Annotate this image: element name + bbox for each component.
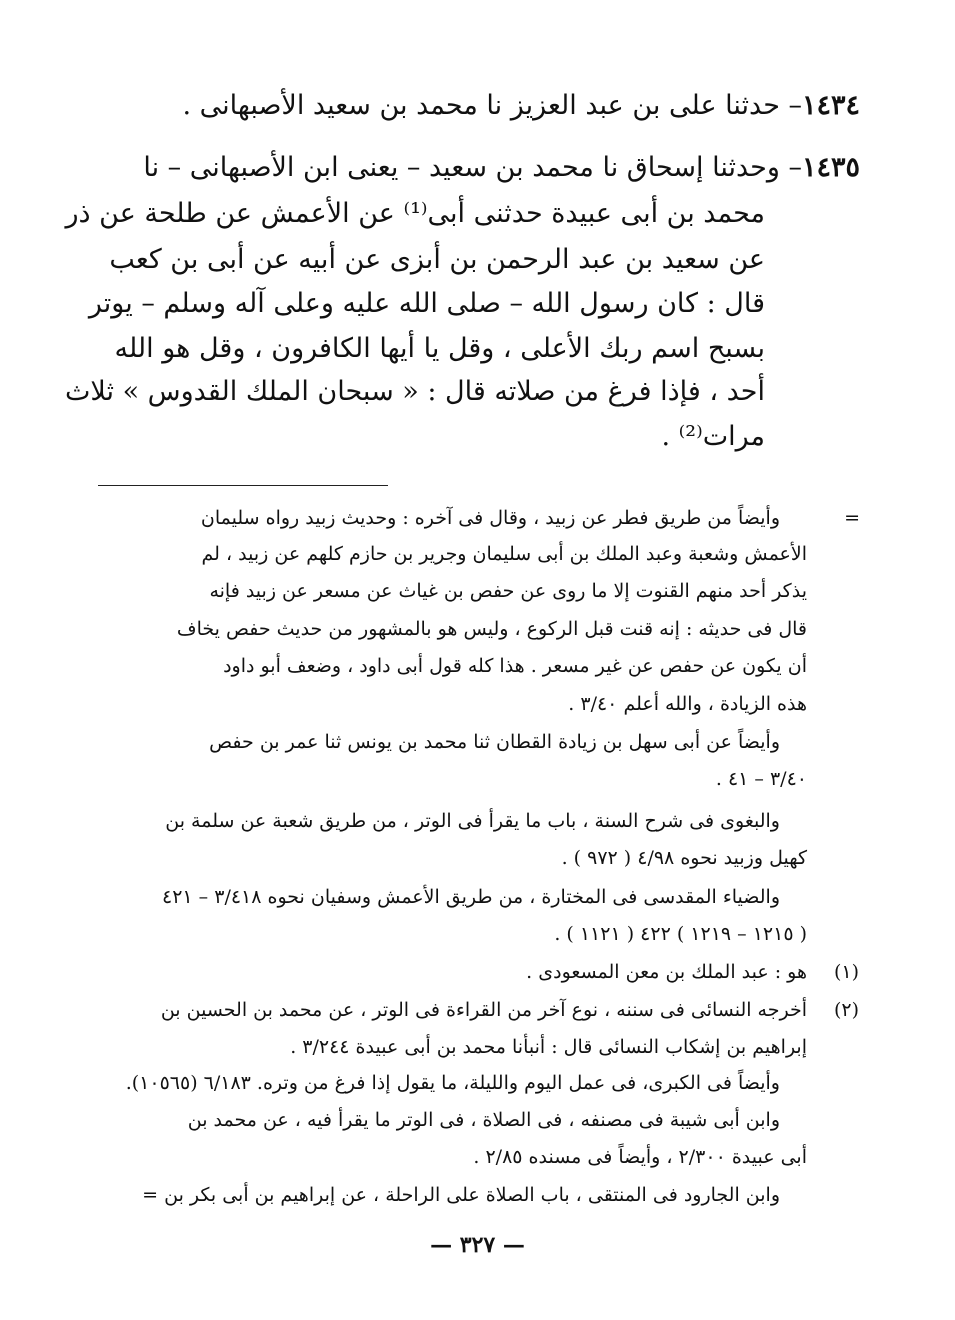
footnote-cont-line-10: والضياء المقدسى فى المختارة ، من طريق الأعمش وسفيان نحوه ٣/٤١٨ – ٤٢١ xyxy=(162,886,780,908)
footnote-2-line-4: أبى عبيدة ٢/٣٠٠ ، وأيضاً فى مسنده ٢/٨٥ . xyxy=(473,1146,807,1168)
hadith-1435-number: ١٤٣٥ xyxy=(801,152,860,183)
footnote-cont-line-5: هذه الزيادة ، والله أعلم ٣/٤٠ . xyxy=(568,693,807,715)
footnote-1-text: هو : عبد الملك بن معن المسعودى . xyxy=(526,961,807,983)
footnote-separator xyxy=(98,485,388,486)
hadith-1435-line-1: محمد بن أبى عبيدة حدثنى أبى⁽¹⁾ عن الأعمش عن طلحة عن ذر xyxy=(65,198,765,229)
footnote-cont-line-7: ٣/٤٠ – ٤١ . xyxy=(715,768,807,790)
footnote-2-line-5: وابن الجارود فى المنتقى ، باب الصلاة على الراحلة ، عن إبراهيم بن أبى بكر بن = xyxy=(142,1184,780,1206)
footnote-2-line-1: إبراهيم بن إشكاب النسائى قال : أنبأنا محمد بن أبى عبيدة ٣/٢٤٤ . xyxy=(290,1036,807,1058)
footnote-2-marker: (٢) xyxy=(833,999,859,1021)
footnote-cont-line-1: الأعمش وشعبة وعبد الملك بن أبى سليمان وجرير بن حازم كلهم عن زبيد ، لم xyxy=(201,543,807,565)
hadith-1434-text: – حدثنا على بن عبد العزيز نا محمد بن سعيد الأصبهانى . xyxy=(182,90,802,121)
hadith-1435-line-6: مرات⁽²⁾ . xyxy=(661,421,765,452)
footnote-cont-line-8: والبغوى فى شرح السنة ، باب ما يقرأ فى الوتر ، من طريق شعبة عن سلمة بن xyxy=(165,810,780,832)
footnote-cont-line-11: ( ١٢١٥ – ١٢١٩ ) ٤٢٢ ( ١١٢١ ) . xyxy=(554,923,807,945)
footnote-cont-line-2: يذكر أحد منهم القنوت إلا ما روى عن حفص بن غياث عن مسعر عن زبيد فإنه xyxy=(209,580,807,602)
hadith-1434 xyxy=(183,86,861,126)
footnote-2-line-2: وأيضاً فى الكبرى، فى عمل اليوم والليلة، ما يقول إذا فرغ من وتره. ٦/١٨٣ (١٠٥٦٥). xyxy=(125,1072,780,1094)
footnote-2-line-0: أخرجه النسائى فى سننه ، نوع آخر من القراءة فى الوتر ، عن محمد بن الحسين بن xyxy=(160,999,807,1021)
footnote-1-marker: (١) xyxy=(833,961,859,983)
hadith-1435-line-2: عن سعيد بن عبد الرحمن بن أبزى عن أبيه عن أبى بن كعب xyxy=(109,244,765,275)
footnote-cont-line-0: وأيضاً من طريق فطر عن زبيد ، وقال فى آخره : وحديث زبيد رواه سليمان xyxy=(200,507,780,529)
continuation-marker: = xyxy=(844,507,860,529)
hadith-1435-line-5: أحد ، فإذا فرغ من صلاته قال : « سبحان الملك القدوس » ثلاث xyxy=(64,376,765,407)
hadith-1435-line-3: قال : كان رسول الله – صلى الله عليه وعلى آله وسلم – يوتر xyxy=(88,288,765,319)
footnote-cont-line-3: قال فى حديثه : إنه قنت قبل الركوع ، وليس هو بالمشهور من حديث حفص يخاف xyxy=(176,618,807,640)
footnote-cont-line-6: وأيضاً عن أبى سهل بن زيادة القطان ثنا محمد بن يونس ثنا عمر بن حفص xyxy=(209,731,780,753)
hadith-1435-line-4: بسبح اسم ربك الأعلى ، وقل يا أيها الكافرون ، وقل هو الله xyxy=(114,333,765,364)
hadith-1435-line-0: – وحدثنا إسحاق نا محمد بن سعيد – يعنى ابن الأصبهانى – نا xyxy=(143,152,802,183)
page-number: — ٣٢٧ — xyxy=(430,1232,525,1258)
footnote-2-line-3: وابن أبى شيبة فى مصنفه ، فى الصلاة ، فى الوتر ما يقرأ فيه ، عن محمد بن xyxy=(187,1109,780,1131)
footnote-cont-line-4: أن يكون عن حفص عن غير مسعر . هذا كله قول أبى داود ، وضعف أبو داود xyxy=(223,655,807,677)
hadith-1434-number: ١٤٣٤ xyxy=(801,90,860,121)
hadith-1435-first-line xyxy=(143,148,860,188)
footnote-cont-line-9: كهيل وزبيد نحوه ٤/٩٨ ( ٩٧٢ ) . xyxy=(561,847,807,869)
